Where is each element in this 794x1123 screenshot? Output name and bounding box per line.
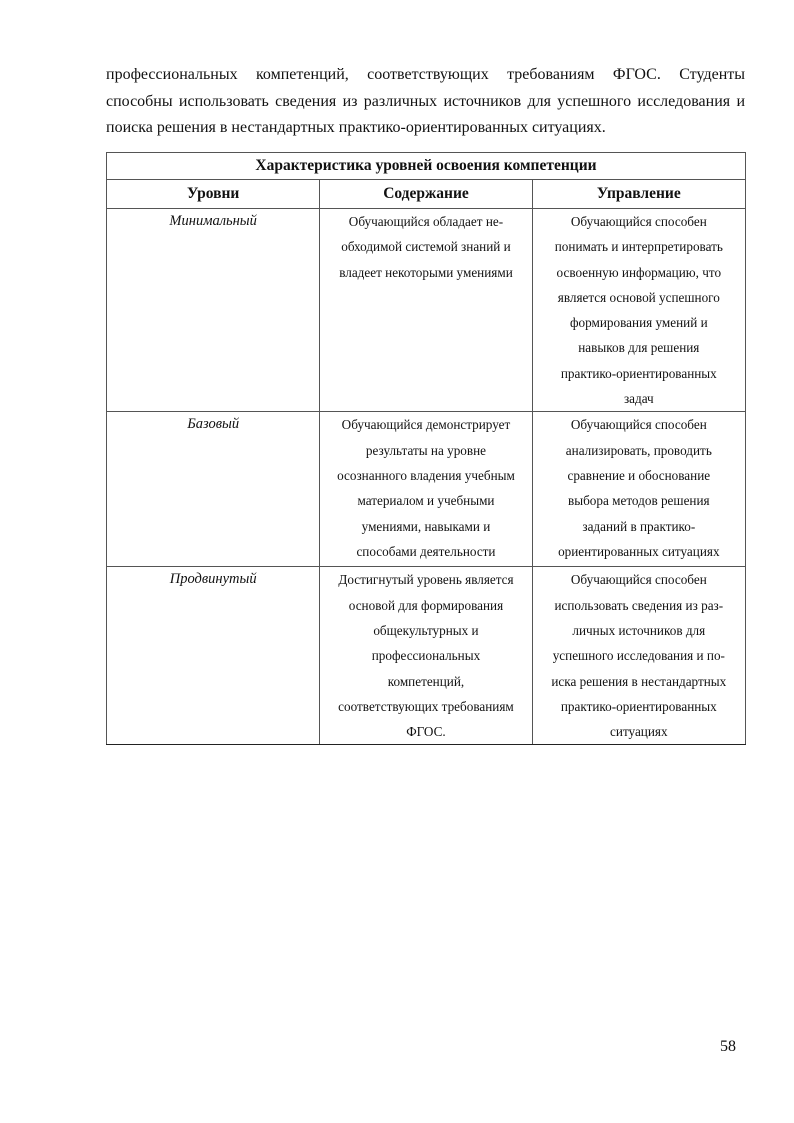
table-row	[107, 209, 746, 412]
cell-line: материалом и учебными	[357, 493, 495, 509]
cell-line: задач	[623, 391, 654, 407]
cell-line: Достигнутый уровень является	[338, 572, 514, 588]
cell-line: владеет некоторыми умениями	[339, 264, 513, 280]
intro-paragraph	[106, 62, 745, 142]
header-content: Содержание	[320, 180, 532, 209]
cell-line: сравнение и обоснование	[567, 467, 711, 483]
management-cell	[532, 209, 745, 412]
cell-line: соответствующих требованиям	[338, 698, 514, 714]
cell-line: практико-ориентированных	[560, 365, 717, 381]
cell-line: является основой успешного	[557, 289, 720, 305]
cell-line: ориентированных ситуациях	[558, 543, 720, 559]
cell-line: Обучающийся демонстрирует	[341, 417, 511, 433]
cell-line: личных источников для	[572, 622, 706, 638]
cell-line: Обучающийся обладает не-	[348, 214, 504, 229]
cell-line: ситуациях	[610, 724, 668, 740]
cell-line: использовать сведения из раз-	[554, 597, 724, 613]
cell-line: способами деятельности	[356, 543, 496, 559]
table-title-row	[107, 153, 746, 180]
cell-line: общекультурных и	[373, 622, 479, 638]
level-name: Продвинутый	[107, 567, 320, 745]
management-cell	[532, 567, 745, 745]
header-management: Управление	[532, 180, 745, 209]
management-cell	[532, 412, 745, 567]
cell-line: основой для формирования	[348, 597, 504, 613]
paragraph-line: профессиональных компетенций, соответствующих требованиям ФГОС. Студенты	[106, 66, 745, 83]
cell-line: практико-ориентированных	[560, 698, 717, 714]
content-cell	[320, 412, 532, 567]
cell-line: анализировать, проводить	[565, 442, 712, 458]
cell-line: компетенций,	[387, 673, 465, 689]
cell-line: формирования умений и	[569, 315, 708, 331]
cell-line: осознанного владения учебным	[337, 467, 515, 483]
cell-line: Обучающийся способен	[570, 214, 707, 229]
cell-line: умениями, навыками и	[361, 518, 491, 534]
cell-line: освоенную информацию, что	[556, 264, 722, 280]
table-header-row	[107, 180, 746, 209]
cell-line: профессиональных	[371, 648, 481, 664]
paragraph-line: поиска решения в нестандартных практико-ориентированных ситуациях.	[106, 119, 606, 136]
content-cell	[320, 209, 532, 412]
cell-line: выбора методов решения	[568, 493, 710, 509]
page-number: 58	[720, 1038, 736, 1055]
cell-line: Обучающийся способен	[570, 417, 707, 433]
cell-line: результаты на уровне	[365, 442, 487, 458]
table-title: Характеристика уровней освоения компетенции	[107, 153, 746, 180]
table-row	[107, 567, 746, 745]
cell-line: иска решения в нестандартных	[551, 673, 727, 689]
cell-line: обходимой системой знаний и	[341, 239, 511, 255]
level-name: Базовый	[107, 412, 320, 567]
cell-line: навыков для решения	[578, 340, 700, 356]
competency-levels-table	[106, 152, 746, 745]
header-levels: Уровни	[107, 180, 320, 209]
cell-line: понимать и интерпретировать	[554, 239, 723, 255]
content-cell	[320, 567, 532, 745]
cell-line: Обучающийся способен	[570, 572, 707, 588]
table-row	[107, 412, 746, 567]
paragraph-line: способны использовать сведения из различных источников для успешного исследования и	[106, 92, 745, 110]
cell-line: успешного исследования и по-	[552, 648, 725, 664]
cell-line: ФГОС.	[406, 724, 446, 740]
cell-line: заданий в практико-	[582, 518, 696, 534]
level-name: Минимальный	[107, 209, 320, 412]
